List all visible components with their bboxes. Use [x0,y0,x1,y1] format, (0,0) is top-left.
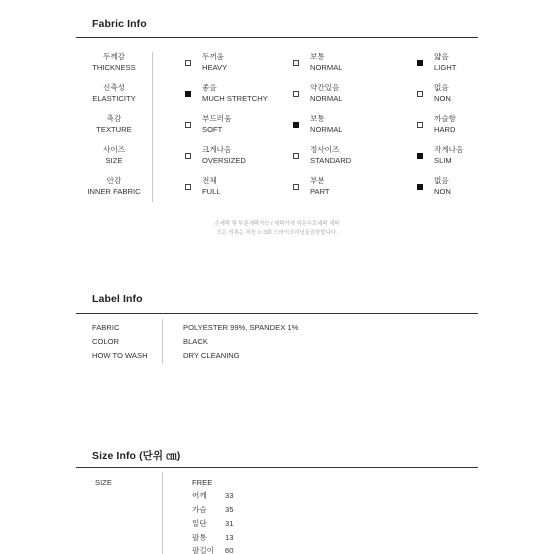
size-info-title: Size Info (단위 ㎝) [92,450,181,462]
option-label-ko: 보통 [310,52,325,61]
fabric-category [76,114,152,135]
option-label-en: NON [434,93,451,103]
category-name-en: SIZE [105,155,123,165]
fabric-option [185,52,285,76]
fabric-category [76,176,152,197]
option-checkbox [417,122,423,128]
option-label-en: NORMAL [310,124,343,134]
option-label-ko: 약간있음 [310,83,340,92]
option-checkbox [293,91,299,97]
care-note-line: 모든 의류는 처음 1~3회 드라이크리닝을권장합니다. [216,229,338,236]
label-value-text: POLYESTER 99%, SPANDEX 1% [183,323,299,332]
fabric-option [185,83,285,107]
label-value-text: BLACK [183,337,208,346]
fabric-option [417,52,517,76]
label-info-divider [76,313,478,314]
fabric-info-divider [76,37,478,38]
fabric-option [417,176,517,200]
option-label-en: STANDARD [310,155,352,165]
fabric-row-inner-fabric [76,176,478,206]
option-checkbox-checked [417,153,423,159]
category-name-ko: 신축성 [102,83,125,92]
category-name-ko: 사이즈 [102,145,125,154]
fabric-option [293,114,393,138]
option-label-ko: 크게나옴 [202,145,232,154]
label-key: HOW TO WASH [92,351,148,360]
label-row-wash [92,349,148,362]
size-measure-name: 밑단 [192,519,207,528]
category-name-en: THICKNESS [92,62,136,72]
option-label-ko: 부분 [310,176,325,185]
option-checkbox [185,153,191,159]
fabric-option [185,176,285,200]
label-key: COLOR [92,337,120,346]
fabric-row-size [76,145,478,175]
label-row-fabric [92,321,119,334]
option-checkbox-checked [293,122,299,128]
care-note-line: 손세탁 및 부분세탁가능 / 세탁기에 미온수로세탁 세탁 [214,221,340,227]
fabric-option [185,114,285,138]
fabric-option [293,176,393,200]
option-label-ko: 얇음 [434,52,449,61]
category-name-en: ELASTICITY [92,93,136,103]
option-label-en: MUCH STRETCHY [202,93,268,103]
size-name: FREE [192,478,213,487]
option-label-ko: 정사이즈 [310,145,340,154]
option-label-ko: 없음 [434,83,449,92]
size-key-divider [162,472,163,554]
option-label-ko: 까슬함 [434,114,457,123]
option-label-ko: 부드러움 [202,114,232,123]
option-label-ko: 보통 [310,114,325,123]
option-label-en: NORMAL [310,93,343,103]
fabric-category [76,145,152,166]
label-key-divider [162,319,163,364]
option-label-en: LIGHT [434,62,457,72]
option-checkbox [185,184,191,190]
size-measure-value: 13 [225,533,234,542]
size-measure-value: 60 [225,546,234,554]
fabric-category [76,83,152,104]
fabric-option [185,145,285,169]
fabric-row-thickness [76,52,478,82]
size-row-label: SIZE [95,478,112,487]
option-label-ko: 없음 [434,176,449,185]
category-name-ko: 안감 [106,176,122,185]
category-name-ko: 두께감 [102,52,125,61]
fabric-category [76,52,152,73]
label-key: FABRIC [92,323,120,332]
fabric-option [293,145,393,169]
option-label-en: OVERSIZED [202,155,246,165]
category-name-en: INNER FABRIC [87,186,141,196]
fabric-option [417,145,517,169]
option-label-en: SLIM [434,155,452,165]
option-checkbox [293,184,299,190]
option-label-en: FULL [202,186,221,196]
option-checkbox [185,60,191,66]
label-value [183,335,208,348]
label-info-title: Label Info [92,293,143,305]
category-name-ko: 촉감 [106,114,122,123]
option-label-en: HEAVY [202,62,228,72]
fabric-row-elasticity [76,83,478,113]
option-label-en: SOFT [202,124,223,134]
label-value-text: DRY CLEANING [183,351,240,360]
size-measure-name: 팔길이 [192,546,215,554]
size-measure-value: 31 [225,519,234,528]
option-checkbox [293,60,299,66]
care-note [76,220,478,237]
fabric-option [417,114,517,138]
fabric-option [417,83,517,107]
option-checkbox [417,91,423,97]
option-checkbox-checked [185,91,191,97]
option-label-ko: 좋음 [202,83,217,92]
label-row-color [92,335,119,348]
size-measure-value: 35 [225,505,234,514]
fabric-row-texture [76,114,478,144]
option-label-en: PART [310,186,330,196]
option-checkbox-checked [417,184,423,190]
option-label-ko: 전체 [202,176,217,185]
fabric-info-title: Fabric Info [92,18,147,30]
option-label-en: NORMAL [310,62,343,72]
option-checkbox-checked [417,60,423,66]
size-info-divider [76,467,478,468]
label-value [183,321,298,334]
fabric-option [293,83,393,107]
size-measure-name: 어깨 [192,491,207,500]
option-label-ko: 두꺼움 [202,52,225,61]
option-label-en: NON [434,186,451,196]
size-measure-value: 33 [225,491,234,500]
option-label-en: HARD [434,124,456,134]
option-checkbox [185,122,191,128]
size-measure-name: 가슴 [192,505,207,514]
fabric-option [293,52,393,76]
size-measure-name: 팔통 [192,533,207,542]
label-value [183,349,240,362]
option-checkbox [293,153,299,159]
category-name-en: TEXTURE [96,124,132,134]
option-label-ko: 작게나옴 [434,145,464,154]
